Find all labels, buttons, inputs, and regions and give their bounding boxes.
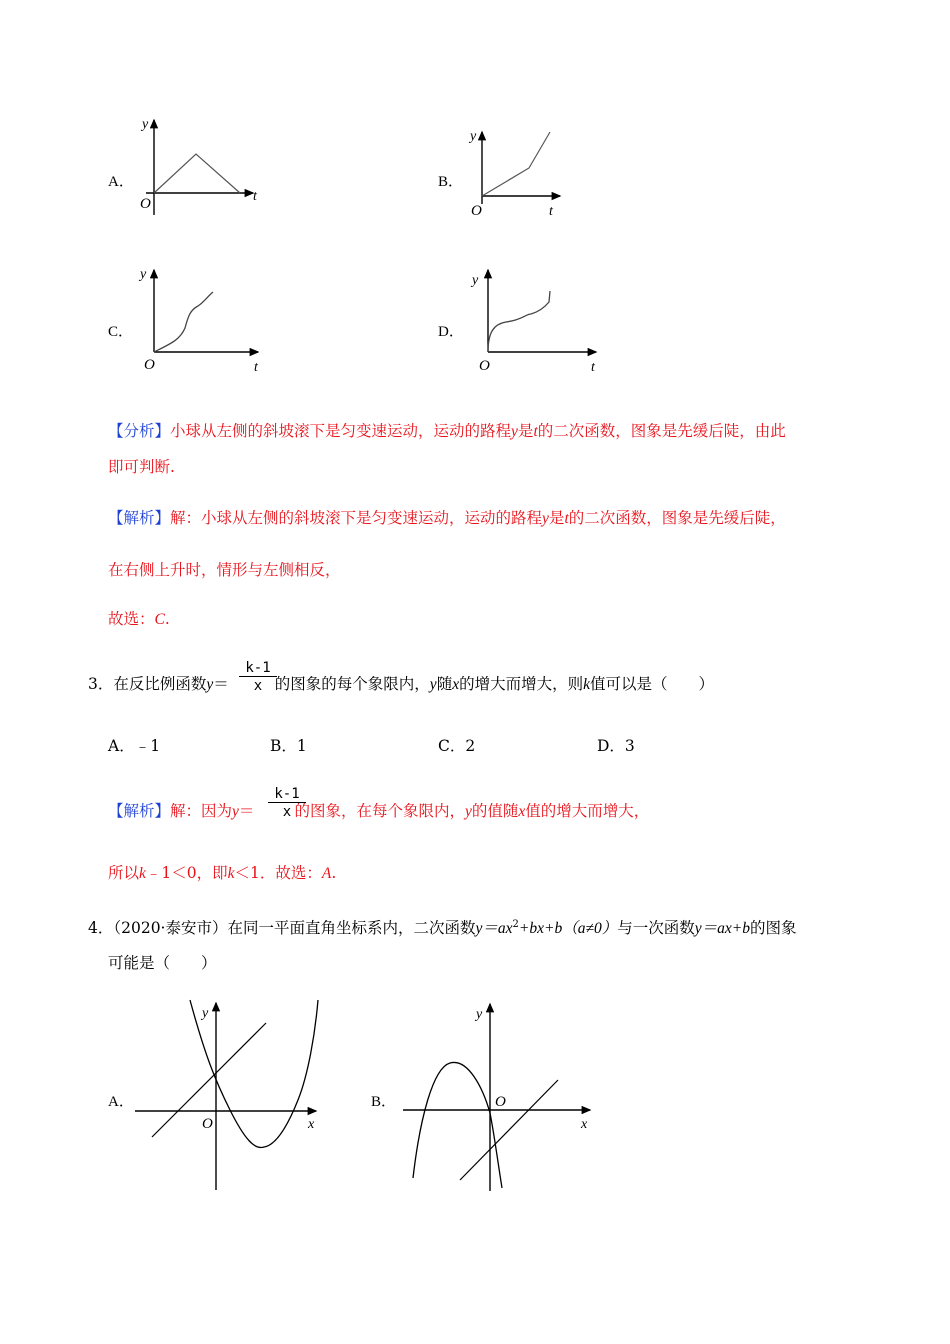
option-d-label: D． (438, 324, 464, 340)
q3-solution-line1: 【解析】解：因为y＝ 的图象，在每个象限内，y的值随x值的增大而增大， (108, 802, 650, 820)
analysis-tag: 【分析】 (108, 422, 171, 440)
origin-label: O (495, 1094, 506, 1110)
q2-solution-line2: 在右侧上升时，情形与左侧相反， (108, 561, 341, 579)
t-label: t (591, 360, 595, 374)
origin-label: O (144, 357, 155, 373)
graph-q4-a (130, 995, 330, 1195)
option-b-label: B． (438, 174, 464, 190)
t-label: t (253, 189, 257, 204)
q3-option-a: A．﹣1 (108, 737, 161, 755)
graph-q2-a (128, 110, 268, 220)
t-label: t (254, 360, 258, 374)
line (460, 1080, 558, 1180)
y-label: y (476, 1007, 483, 1022)
option-c-label: C． (108, 324, 134, 340)
y-label: y (140, 267, 147, 282)
option-a-label: A． (108, 174, 134, 190)
y-label: y (202, 1006, 209, 1021)
t-label: t (549, 204, 553, 219)
q3-solution-fraction: k-1 x (268, 786, 306, 820)
x-label: x (308, 1117, 315, 1132)
fraction-denominator: x (253, 678, 263, 694)
origin-label: O (140, 196, 151, 212)
graph-q2-d (466, 262, 606, 374)
q4-stem-line2: 可能是（ ） (108, 954, 217, 972)
x-label: x (581, 1117, 588, 1132)
y-label: y (470, 129, 477, 144)
graph-q2-c (130, 262, 270, 374)
q2-solution-line3: 故选：C. (108, 610, 170, 628)
solution-tag: 【解析】 (108, 509, 171, 527)
q4-stem-line1: 4．（2020·泰安市）在同一平面直角坐标系内，二次函数$y=ax^2+bx+b(a\ne 0)$与一次函数y＝ax+b的图象 (88, 919, 797, 938)
q2-analysis-line2: 即可判断. (108, 458, 175, 476)
q3-solution-line2: 所以k﹣1＜0，即k＜1．故选：A. (108, 864, 337, 882)
origin-label: O (479, 358, 490, 374)
curve (482, 132, 550, 196)
q2-solution-line1: 【解析】解：小球从左侧的斜坡滚下是匀变速运动，运动的路程y是t的二次函数，图象是先缓后陡， (108, 509, 786, 527)
q3-option-b: B．1 (270, 737, 307, 755)
q3-fraction (239, 660, 277, 694)
y-label: y (472, 273, 479, 288)
q4-option-b-label: B． (371, 1094, 397, 1110)
origin-label: O (202, 1116, 213, 1132)
q4-option-a-label: A． (108, 1094, 134, 1110)
curve (154, 154, 240, 193)
fraction-numerator: k-1 (245, 660, 271, 676)
origin-label: O (471, 203, 482, 219)
graph-q2-b (462, 124, 572, 224)
q3-option-d: D．3 (597, 737, 635, 755)
curve (154, 292, 213, 352)
curve (488, 291, 550, 352)
y-label: y (142, 117, 149, 132)
q3-option-c: C．2 (438, 737, 476, 755)
graph-q4-b (398, 998, 598, 1196)
q2-analysis-line1: 【分析】小球从左侧的斜坡滚下是匀变速运动，运动的路程y是t的二次函数，图象是先缓后陡，由此 (108, 422, 786, 440)
q3-stem: 3．在反比例函数y＝ 的图象的每个象限内，y随x的增大而增大，则k值可以是（ ） (88, 675, 715, 693)
parabola (413, 1062, 502, 1188)
